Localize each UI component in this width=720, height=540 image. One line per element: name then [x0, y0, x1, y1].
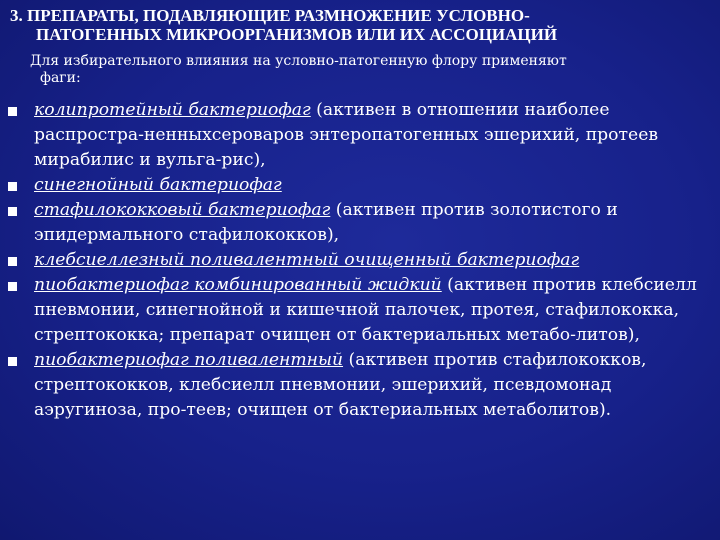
phage-description: (активен в отношении наиболее распростра-ненныхсероваров энтеропатогенных эшерихий, протеев мирабилис и вульга-рис),: [34, 100, 659, 170]
list-item-colipro: [0, 98, 720, 173]
list-item-staphylococcal: [0, 198, 720, 248]
list-item-pyobacteriophage-polyvalent: [0, 348, 720, 423]
square-bullet-icon: [8, 257, 17, 266]
intro-line-1: Для избирательного влияния на условно-патогенную флору применяют: [30, 53, 567, 69]
phage-term: стафилококковый бактериофаг: [34, 200, 331, 220]
square-bullet-icon: [8, 107, 17, 116]
square-bullet-icon: [8, 357, 17, 366]
square-bullet-icon: [8, 282, 17, 291]
title-line-1: 3. ПРЕПАРАТЫ, ПОДАВЛЯЮЩИЕ РАЗМНОЖЕНИЕ УСЛОВНО-: [10, 6, 530, 25]
intro-text: [30, 53, 700, 87]
square-bullet-icon: [8, 182, 17, 191]
list-item-pseudomonas: [0, 173, 720, 198]
phage-term: пиобактериофаг комбинированный жидкий: [34, 275, 442, 295]
intro-line-2: фаги:: [40, 70, 81, 86]
list-item-klebsiella: [0, 248, 720, 273]
phage-term: колипротейный бактериофаг: [34, 100, 311, 120]
phage-term: пиобактериофаг поливалентный: [34, 350, 344, 370]
phage-description: (активен против золотистого и эпидермального стафилококков),: [34, 200, 618, 245]
phage-description: (активен против стафилококков, стрептококков, клебсиелл пневмонии, эшерихий, псевдомонад аэругиноза, про-теев; очищен от бактериальных метаболитов).: [34, 350, 647, 420]
slide-title: [10, 6, 710, 44]
list-item-pyobacteriophage-combined: [0, 273, 720, 348]
phage-term: клебсиеллезный поливалентный очищенный бактериофаг: [34, 250, 580, 270]
title-line-2: ПАТОГЕННЫХ МИКРООРГАНИЗМОВ ИЛИ ИХ АССОЦИАЦИЙ: [36, 25, 558, 44]
square-bullet-icon: [8, 207, 17, 216]
phage-list: [0, 98, 720, 423]
phage-description: (активен против клебсиелл пневмонии, синегнойной и кишечной палочек, протея, стафилококка, стрептококка; препарат очищен от бактериальных метабо-литов),: [34, 275, 697, 345]
phage-term: синегнойный бактериофаг: [34, 175, 282, 195]
